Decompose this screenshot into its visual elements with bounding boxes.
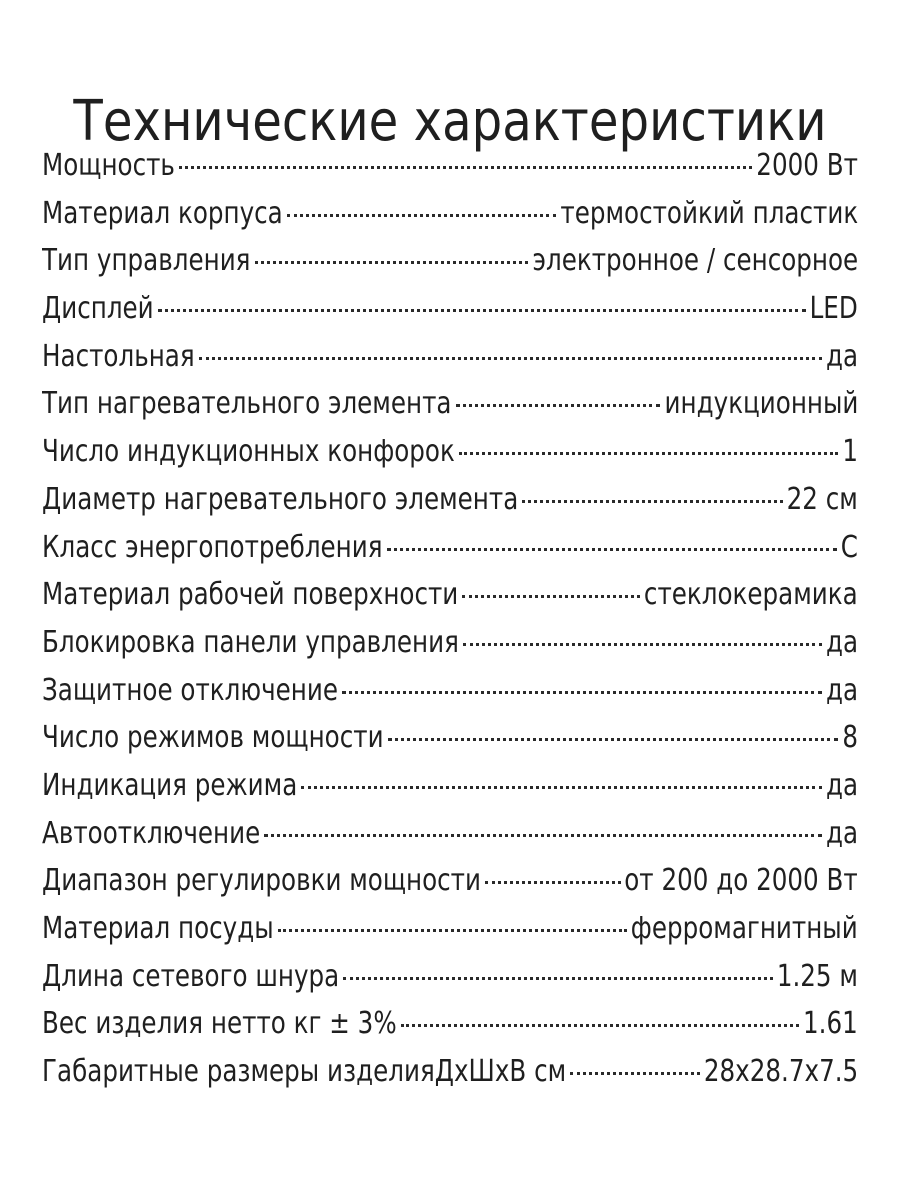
spec-name: Диаметр нагревательного элемента (42, 481, 519, 517)
dot-leader (264, 834, 822, 837)
spec-value: термостойкий пластик (560, 195, 858, 231)
dot-leader (255, 261, 529, 264)
spec-value: C (840, 529, 858, 565)
spec-value: индукционный (664, 386, 858, 422)
dot-leader (179, 166, 752, 169)
spec-value: от 200 до 2000 Вт (624, 863, 858, 899)
spec-value: 28x28.7x7.5 (703, 1054, 858, 1090)
spec-name: Вес изделия нетто кг ± 3% (42, 1006, 397, 1042)
spec-row (42, 380, 858, 428)
spec-row (42, 714, 858, 762)
spec-value: да (825, 624, 858, 660)
dot-leader (388, 738, 839, 741)
dot-leader (401, 1024, 800, 1027)
spec-row (42, 1000, 858, 1048)
dot-leader (278, 929, 627, 932)
dot-leader (287, 214, 556, 217)
spec-name: Материал корпуса (42, 195, 283, 231)
spec-row (42, 476, 858, 524)
spec-row (42, 1048, 858, 1096)
dot-leader (342, 691, 822, 694)
spec-value: да (825, 815, 858, 851)
spec-name: Материал рабочей поверхности (42, 577, 459, 613)
spec-row (42, 619, 858, 667)
spec-value: 2000 Вт (756, 148, 858, 183)
spec-row (42, 524, 858, 572)
spec-row (42, 285, 858, 333)
spec-value: 1 (842, 434, 858, 470)
dot-leader (463, 643, 822, 646)
dot-leader (158, 309, 806, 312)
dot-leader (485, 881, 620, 884)
dot-leader (459, 452, 839, 455)
spec-name: Материал посуды (42, 911, 274, 946)
spec-value: да (825, 338, 858, 374)
spec-value: 1.25 м (776, 958, 858, 994)
spec-name: Длина сетевого шнура (42, 958, 340, 994)
dot-leader (462, 595, 640, 598)
spec-name: Тип нагревательного элемента (42, 386, 452, 422)
dot-leader (199, 357, 822, 360)
spec-value: стеклокерамика (644, 577, 858, 613)
spec-value: электронное / сенсорное (532, 243, 858, 279)
spec-row (42, 762, 858, 810)
spec-row (42, 905, 858, 953)
spec-row (42, 333, 858, 381)
dot-leader (343, 977, 773, 980)
spec-value: 8 (842, 720, 858, 756)
spec-name: Дисплей (42, 291, 154, 327)
spec-row (42, 571, 858, 619)
spec-value: 1.61 (803, 1006, 858, 1042)
spec-row (42, 142, 858, 190)
spec-name: Автоотключение (42, 815, 261, 851)
dot-leader (301, 786, 822, 789)
spec-name: Индикация режима (42, 767, 298, 803)
spec-row (42, 237, 858, 285)
dot-leader (456, 404, 661, 407)
spec-name: Тип управления (42, 243, 251, 279)
dot-leader (570, 1072, 699, 1075)
spec-name: Блокировка панели управления (42, 624, 459, 660)
spec-value: 22 см (786, 481, 858, 517)
dot-leader (387, 548, 837, 551)
dot-leader (522, 500, 782, 503)
spec-name: Габаритные размеры изделияДхШхВ см (42, 1054, 567, 1090)
spec-row (42, 667, 858, 715)
spec-name: Класс энергопотребления (42, 529, 383, 565)
spec-list (42, 142, 858, 1096)
spec-row (42, 190, 858, 238)
spec-row (42, 857, 858, 905)
spec-name: Число индукционных конфорок (42, 434, 455, 470)
spec-row (42, 428, 858, 476)
spec-value: ферромагнитный (631, 911, 858, 946)
spec-name: Мощность (42, 148, 175, 183)
spec-name: Настольная (42, 338, 195, 374)
spec-name: Защитное отключение (42, 672, 338, 708)
spec-row (42, 810, 858, 858)
spec-value: LED (809, 291, 858, 327)
spec-name: Диапазон регулировки мощности (42, 863, 482, 899)
spec-value: да (825, 672, 858, 708)
page-title: Технические характеристики (73, 88, 827, 154)
spec-row (42, 953, 858, 1001)
spec-value: да (825, 767, 858, 803)
spec-name: Число режимов мощности (42, 720, 384, 756)
